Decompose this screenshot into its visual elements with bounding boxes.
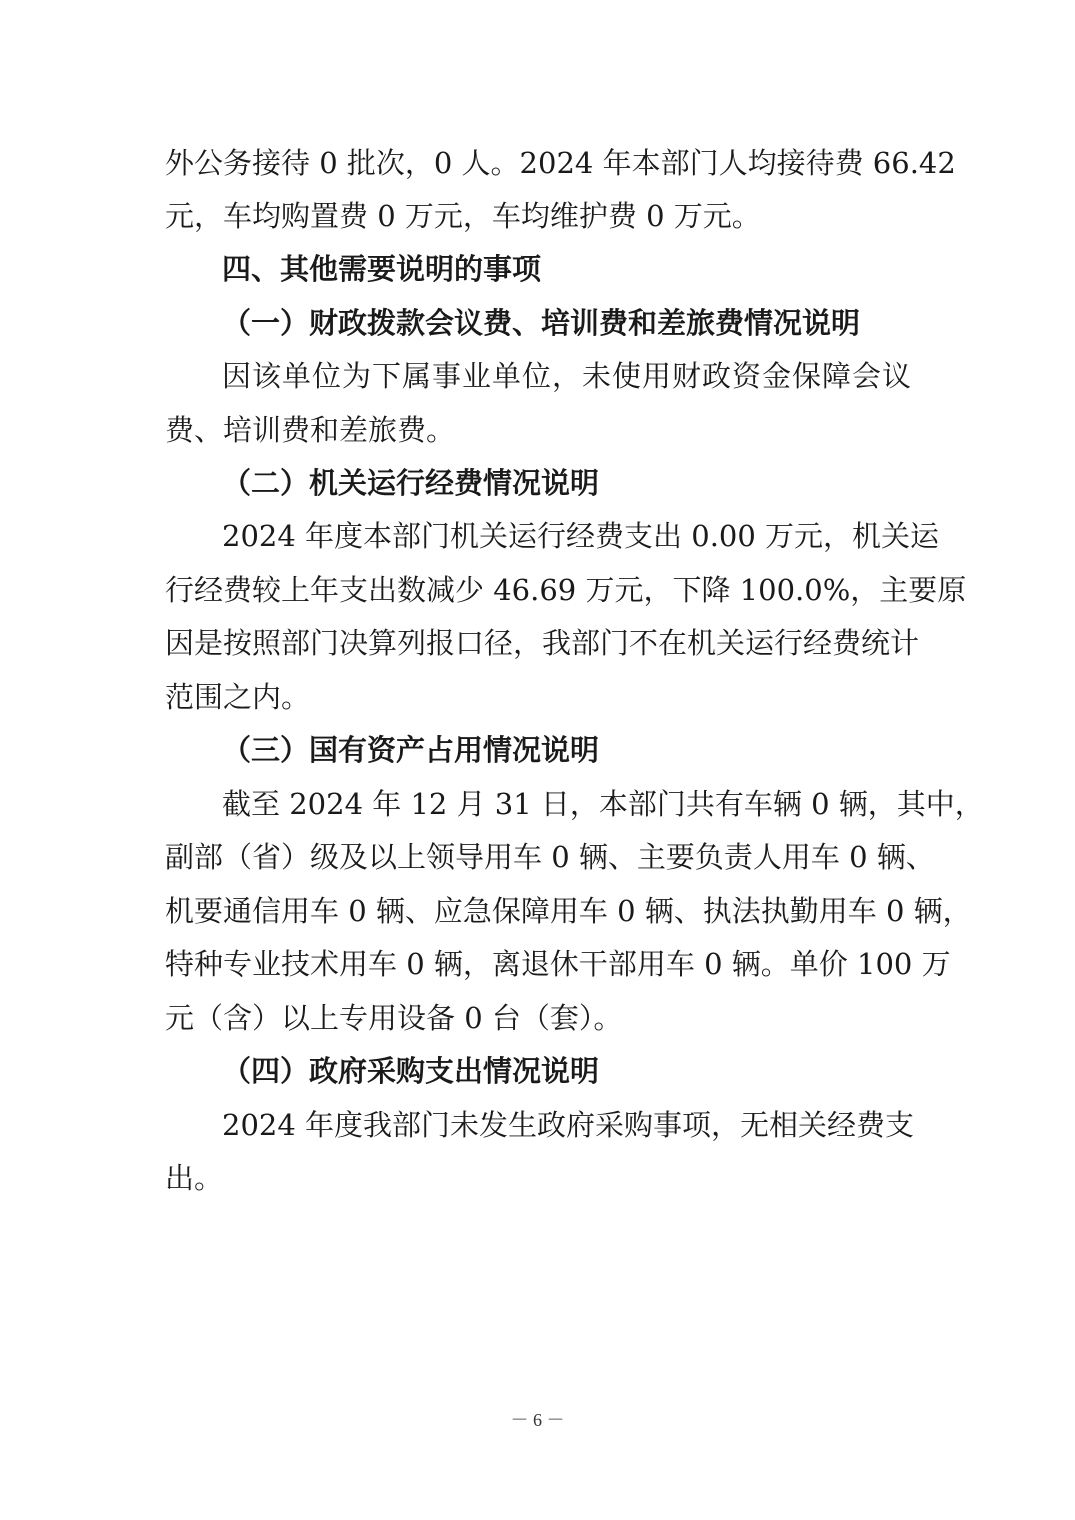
subsection-heading: （一）财政拨款会议费、培训费和差旅费情况说明 bbox=[222, 306, 861, 340]
paragraph-line: 2024 年度我部门未发生政府采购事项，无相关经费支 bbox=[222, 1108, 915, 1142]
paragraph-line: 出。 bbox=[165, 1161, 224, 1195]
paragraph-line: 因是按照部门决算列报口径，我部门不在机关运行经费统计 bbox=[165, 626, 920, 660]
page-number: － 6 － bbox=[510, 1410, 565, 1430]
paragraph-line: 特种专业技术用车 0 辆，离退休干部用车 0 辆。单价 100 万 bbox=[165, 947, 951, 981]
paragraph-line: 副部（省）级及以上领导用车 0 辆、主要负责人用车 0 辆、 bbox=[165, 840, 935, 874]
subsection-heading: （三）国有资产占用情况说明 bbox=[222, 733, 600, 767]
paragraph-line: 范围之内。 bbox=[165, 680, 311, 714]
paragraph-line: 行经费较上年支出数减少 46.69 万元，下降 100.0%，主要原 bbox=[165, 573, 967, 607]
subsection-heading: （四）政府采购支出情况说明 bbox=[222, 1054, 600, 1088]
subsection-heading: （二）机关运行经费情况说明 bbox=[222, 466, 600, 500]
paragraph-line: 机要通信用车 0 辆、应急保障用车 0 辆、执法执勤用车 0 辆， bbox=[165, 894, 972, 928]
paragraph-line: 外公务接待 0 批次，0 人。2024 年本部门人均接待费 66.42 bbox=[165, 146, 956, 180]
section-heading: 四、其他需要说明的事项 bbox=[222, 252, 542, 286]
paragraph-line: 因该单位为下属事业单位，未使用财政资金保障会议 bbox=[222, 359, 911, 393]
paragraph-line: 元，车均购置费 0 万元，车均维护费 0 万元。 bbox=[165, 199, 761, 233]
paragraph-line: 截至 2024 年 12 月 31 日，本部门共有车辆 0 辆，其中， bbox=[222, 787, 984, 821]
paragraph-line: 费、培训费和差旅费。 bbox=[165, 413, 456, 447]
paragraph-line: 2024 年度本部门机关运行经费支出 0.00 万元，机关运 bbox=[222, 519, 940, 553]
paragraph-line: 元（含）以上专用设备 0 台（套）。 bbox=[165, 1001, 623, 1035]
